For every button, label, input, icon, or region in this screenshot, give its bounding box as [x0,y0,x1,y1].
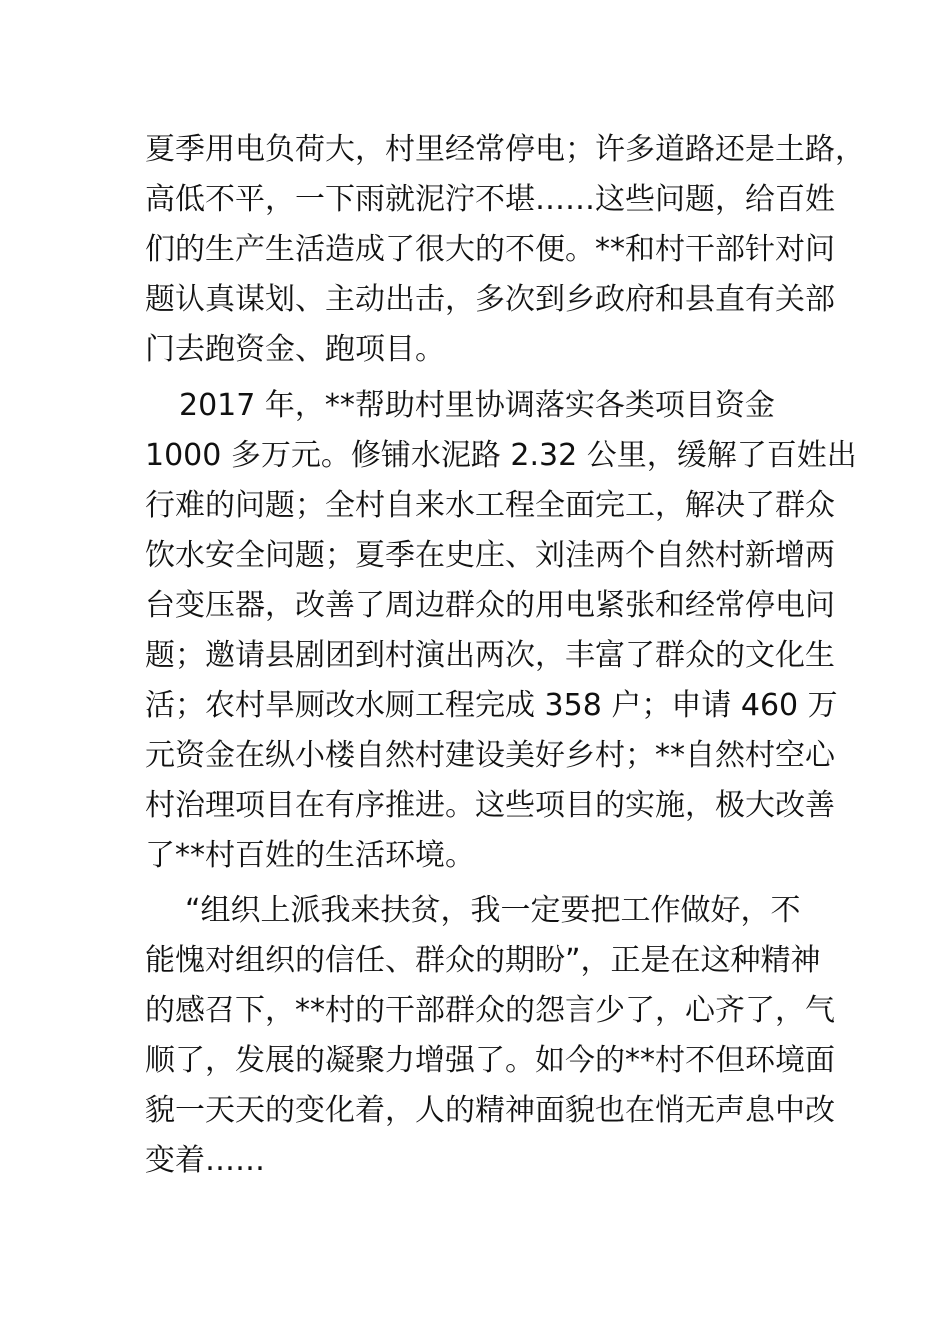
paragraph-3-line-2: 能愧对组织的信任、群众的期盼”，正是在这种精神 [145,943,821,978]
paragraph-3-line-4: 顺了，发展的凝聚力增强了。如今的**村不但环境面 [145,1043,835,1078]
paragraph-3-line-3: 的感召下，**村的干部群众的怨言少了，心齐了，气 [145,993,835,1028]
paragraph-2-line-9: 村治理项目在有序推进。这些项目的实施，极大改善 [145,788,835,823]
paragraph-3-line-1: “组织上派我来扶贫，我一定要把工作做好，不 [185,893,801,928]
paragraph-2-line-1: 2017 年，**帮助村里协调落实各类项目资金 [179,388,775,423]
paragraph-1-line-2: 高低不平，一下雨就泥泞不堪……这些问题，给百姓 [145,182,835,217]
paragraph-3-line-6: 变着…… [145,1143,265,1178]
paragraph-2-line-5: 台变压器，改善了周边群众的用电紧张和经常停电问 [145,588,835,623]
paragraph-2-line-3: 行难的问题；全村自来水工程全面完工，解决了群众 [145,488,835,523]
paragraph-1-line-5: 门去跑资金、跑项目。 [145,332,445,367]
paragraph-3-line-5: 貌一天天的变化着，人的精神面貌也在悄无声息中改 [145,1093,835,1128]
paragraph-1-line-4: 题认真谋划、主动出击，多次到乡政府和县直有关部 [145,282,835,317]
paragraph-2-line-7: 活；农村旱厕改水厕工程完成 358 户；申请 460 万 [145,688,838,723]
paragraph-1-line-1: 夏季用电负荷大，村里经常停电；许多道路还是土路， [145,132,865,167]
paragraph-2-line-4: 饮水安全问题；夏季在史庄、刘洼两个自然村新增两 [145,538,835,573]
paragraph-2-line-10: 了**村百姓的生活环境。 [145,838,475,873]
paragraph-2-line-8: 元资金在纵小楼自然村建设美好乡村；**自然村空心 [145,738,835,773]
paragraph-2-line-6: 题；邀请县剧团到村演出两次，丰富了群众的文化生 [145,638,835,673]
paragraph-1-line-3: 们的生产生活造成了很大的不便。**和村干部针对问 [145,232,835,267]
paragraph-2-line-2: 1000 多万元。修铺水泥路 2.32 公里，缓解了百姓出 [145,438,857,473]
